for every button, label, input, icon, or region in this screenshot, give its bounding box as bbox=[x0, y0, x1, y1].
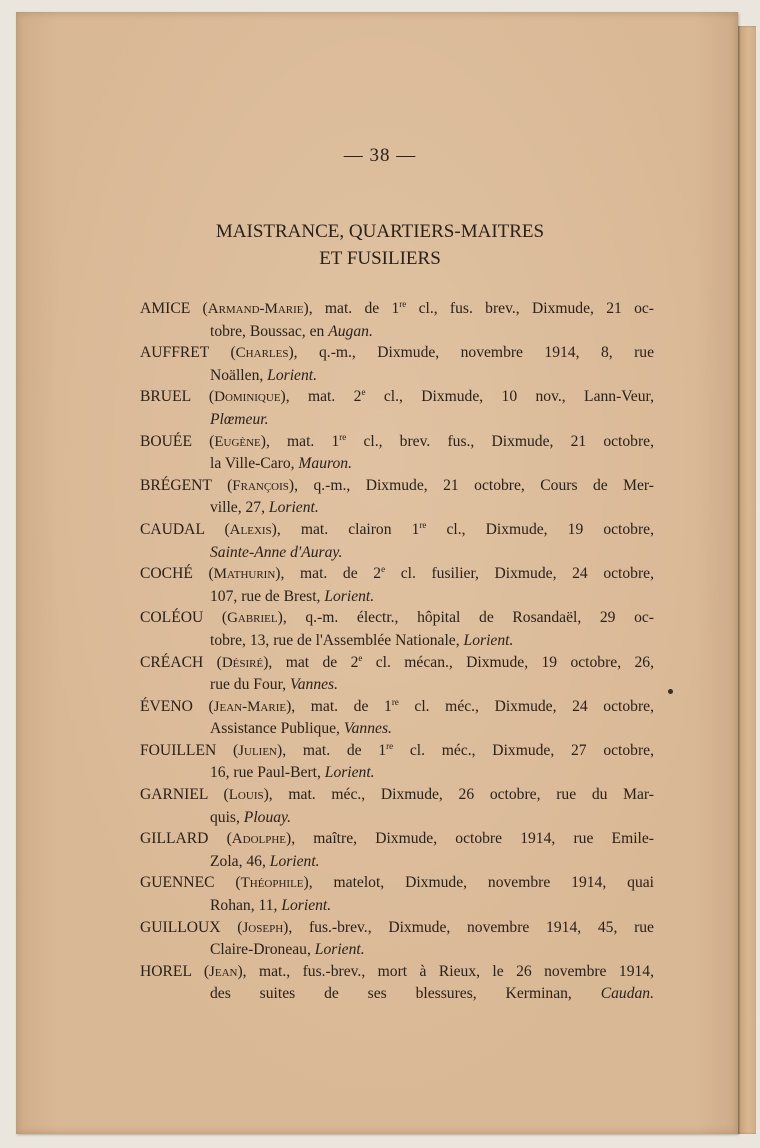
place-name: Plouay. bbox=[243, 808, 292, 826]
entry-text: ), mat. clairon 1 bbox=[271, 520, 420, 538]
entry-continuation bbox=[140, 807, 654, 829]
entry-text: tobre, Boussac, en bbox=[210, 322, 329, 340]
place-name: Augan. bbox=[328, 322, 373, 340]
superscript: e bbox=[381, 563, 386, 574]
roster-entry bbox=[140, 872, 654, 916]
entry-text: BRUEL ( bbox=[140, 388, 215, 406]
roster-entry bbox=[140, 342, 654, 386]
entry-text: ), mat., fus.-brev., mort à Rieux, le 26 novembre 1914, bbox=[237, 962, 654, 980]
entry-text: cl., fus. brev., Dixmude, 21 oc- bbox=[406, 300, 654, 317]
entry-text: ), matelot, Dixmude, novembre 1914, quai bbox=[303, 874, 654, 892]
given-name: Louis bbox=[228, 787, 264, 804]
entry-text: BOUÉE ( bbox=[140, 432, 215, 450]
superscript: e bbox=[358, 652, 363, 663]
heading-line: MAISTRANCE, QUARTIERS-MAITRES bbox=[215, 221, 545, 242]
entry-continuation bbox=[140, 365, 654, 387]
entry-text: cl., brev. fus., Dixmude, 21 octobre, bbox=[346, 432, 654, 450]
entry-text: cl. méc., Dixmude, 24 octobre, bbox=[398, 697, 654, 715]
entry-continuation bbox=[140, 453, 654, 475]
entry-text: GILLARD ( bbox=[140, 830, 232, 848]
place-name: Lorient. bbox=[268, 499, 319, 517]
superscript: re bbox=[339, 431, 347, 442]
entry-text: Noällen, bbox=[210, 366, 268, 384]
roster-entry bbox=[140, 917, 654, 961]
place-name: Plœmeur. bbox=[210, 410, 269, 428]
entry-text: cl., Dixmude, 10 nov., Lann-Veur, bbox=[365, 388, 654, 406]
entry-line bbox=[140, 652, 654, 675]
roster-entry bbox=[140, 563, 654, 607]
entry-line bbox=[140, 961, 654, 984]
entry-continuation bbox=[140, 718, 654, 740]
given-name: Adolphe bbox=[231, 831, 287, 848]
superscript: re bbox=[386, 740, 394, 751]
given-name: François bbox=[232, 477, 289, 494]
entry-text: ), maître, Dixmude, octobre 1914, rue Emile- bbox=[286, 830, 654, 848]
entry-text: BRÉGENT ( bbox=[140, 476, 233, 494]
entry-line bbox=[140, 784, 654, 807]
entry-continuation bbox=[140, 321, 654, 343]
entry-text: cl. fusilier, Dixmude, 24 octobre, bbox=[385, 565, 654, 583]
entry-text: cl. mécan., Dixmude, 19 octobre, 26, bbox=[362, 653, 654, 671]
entry-line bbox=[140, 872, 654, 895]
entry-text: CAUDAL ( bbox=[140, 520, 230, 538]
roster-entry bbox=[140, 828, 654, 872]
roster-entry bbox=[140, 431, 654, 475]
entry-continuation bbox=[140, 409, 654, 431]
entry-line bbox=[140, 828, 654, 851]
roster-list bbox=[140, 298, 654, 1005]
entry-text: la Ville-Caro, bbox=[210, 455, 299, 473]
entry-line bbox=[140, 607, 654, 630]
entry-continuation bbox=[140, 497, 654, 519]
entry-text: ville, 27, bbox=[210, 499, 269, 517]
superscript: e bbox=[361, 387, 366, 398]
entry-text: Claire-Droneau, bbox=[210, 941, 315, 959]
place-name: Sainte-Anne d'Auray. bbox=[210, 543, 343, 561]
page-number: — 38 — bbox=[343, 145, 417, 166]
heading-line: ET FUSILIERS bbox=[319, 248, 441, 269]
given-name: Alexis bbox=[229, 521, 272, 538]
entry-text: des suites de ses blessures, Kerminan, bbox=[210, 985, 601, 1003]
place-name: Lorient. bbox=[267, 366, 317, 384]
entry-text: ), q.-m., Dixmude, novembre 1914, 8, rue bbox=[288, 344, 654, 362]
superscript: re bbox=[399, 298, 407, 309]
entry-continuation bbox=[140, 762, 654, 784]
entry-text: ), mat. de 2 bbox=[275, 565, 382, 583]
place-name: Lorient. bbox=[324, 587, 375, 605]
entry-text: COCHÉ ( bbox=[140, 565, 214, 583]
roster-entry bbox=[140, 961, 654, 1005]
entry-text: tobre, 13, rue de l'Assemblée Nationale, bbox=[210, 631, 464, 649]
entry-text: AUFFRET ( bbox=[140, 344, 236, 362]
entry-text: Assistance Publique, bbox=[210, 720, 344, 738]
entry-text: HOREL ( bbox=[140, 962, 210, 980]
entry-line bbox=[140, 431, 654, 454]
entry-text: COLÉOU ( bbox=[140, 609, 228, 627]
given-name: Mathurin bbox=[213, 566, 276, 583]
entry-text: Zola, 46, bbox=[210, 852, 270, 870]
place-name: Vannes. bbox=[289, 676, 339, 694]
entry-line bbox=[140, 563, 654, 586]
roster-entry bbox=[140, 519, 654, 563]
entry-continuation bbox=[140, 983, 654, 1005]
roster-entry bbox=[140, 740, 654, 784]
roster-entry bbox=[140, 298, 654, 342]
entry-text: CRÉACH ( bbox=[140, 653, 222, 671]
place-name: Caudan. bbox=[600, 985, 654, 1003]
section-heading bbox=[0, 218, 760, 272]
entry-text: FOUILLEN ( bbox=[140, 741, 239, 759]
entry-continuation bbox=[140, 630, 654, 652]
given-name: Eugène bbox=[214, 433, 261, 450]
given-name: Dominique bbox=[214, 389, 281, 406]
entry-continuation bbox=[140, 542, 654, 564]
entry-text: cl. méc., Dixmude, 27 octobre, bbox=[393, 741, 654, 759]
entry-text: ), mat. de 1 bbox=[303, 300, 400, 317]
entry-continuation bbox=[140, 895, 654, 917]
place-name: Lorient. bbox=[463, 631, 514, 649]
entry-line bbox=[140, 342, 654, 365]
entry-text: GARNIEL ( bbox=[140, 786, 229, 804]
place-name: Mauron. bbox=[298, 455, 352, 473]
given-name: Jean-Marie bbox=[213, 698, 287, 715]
entry-line bbox=[140, 917, 654, 940]
entry-continuation bbox=[140, 674, 654, 696]
entry-text: ), q.-m. électr., hôpital de Rosandaël, 29 oc- bbox=[277, 609, 654, 627]
superscript: re bbox=[419, 519, 427, 530]
roster-entry bbox=[140, 784, 654, 828]
entry-text: GUILLOUX ( bbox=[140, 918, 243, 936]
place-name: Vannes. bbox=[343, 720, 392, 738]
entry-continuation bbox=[140, 851, 654, 873]
superscript: re bbox=[391, 696, 399, 707]
place-name: Lorient. bbox=[324, 764, 375, 782]
place-name: Lorient. bbox=[281, 897, 332, 915]
place-name: Lorient. bbox=[269, 852, 320, 870]
roster-entry bbox=[140, 696, 654, 740]
given-name: Armand-Marie bbox=[207, 301, 304, 317]
entry-continuation bbox=[140, 586, 654, 608]
entry-text: ÉVENO ( bbox=[140, 697, 214, 715]
roster-entry bbox=[140, 607, 654, 651]
entry-line bbox=[140, 386, 654, 409]
place-name: Lorient. bbox=[314, 941, 365, 959]
given-name: Désiré bbox=[221, 654, 264, 671]
given-name: Jean bbox=[209, 963, 238, 980]
entry-line bbox=[140, 475, 654, 498]
entry-line bbox=[140, 740, 654, 763]
entry-text: cl., Dixmude, 19 octobre, bbox=[426, 520, 654, 538]
entry-text: AMICE ( bbox=[140, 300, 208, 317]
roster-entry bbox=[140, 652, 654, 696]
entry-continuation bbox=[140, 939, 654, 961]
roster-entry bbox=[140, 475, 654, 519]
entry-text: Rohan, 11, bbox=[210, 897, 282, 915]
page-edge bbox=[738, 26, 756, 1134]
entry-line bbox=[140, 696, 654, 719]
entry-text: rue du Four, bbox=[210, 676, 290, 694]
given-name: Théophile bbox=[240, 875, 304, 892]
entry-line bbox=[140, 298, 654, 321]
entry-text: quis, bbox=[210, 808, 244, 826]
entry-text: ), mat de 2 bbox=[263, 653, 359, 671]
entry-text: 16, rue Paul-Bert, bbox=[210, 764, 325, 782]
given-name: Julien bbox=[238, 742, 277, 759]
given-name: Charles bbox=[235, 345, 289, 362]
given-name: Gabriel bbox=[227, 610, 278, 627]
roster-entry bbox=[140, 386, 654, 430]
entry-text: ), mat. 2 bbox=[280, 388, 362, 406]
entry-text: ), mat. 1 bbox=[260, 432, 340, 450]
entry-text: ), q.-m., Dixmude, 21 octobre, Cours de Mer- bbox=[288, 476, 654, 494]
entry-text: GUENNEC ( bbox=[140, 874, 241, 892]
entry-text: ), mat. de 1 bbox=[286, 697, 392, 715]
ink-dot bbox=[668, 689, 673, 694]
entry-text: ), mat. méc., Dixmude, 26 octobre, rue du Mar- bbox=[263, 786, 654, 804]
entry-line bbox=[140, 519, 654, 542]
entry-text: ), mat. de 1 bbox=[277, 741, 387, 759]
given-name: Joseph bbox=[242, 919, 284, 936]
entry-text: 107, rue de Brest, bbox=[210, 587, 325, 605]
entry-text: ), fus.-brev., Dixmude, novembre 1914, 45, rue bbox=[283, 918, 654, 936]
